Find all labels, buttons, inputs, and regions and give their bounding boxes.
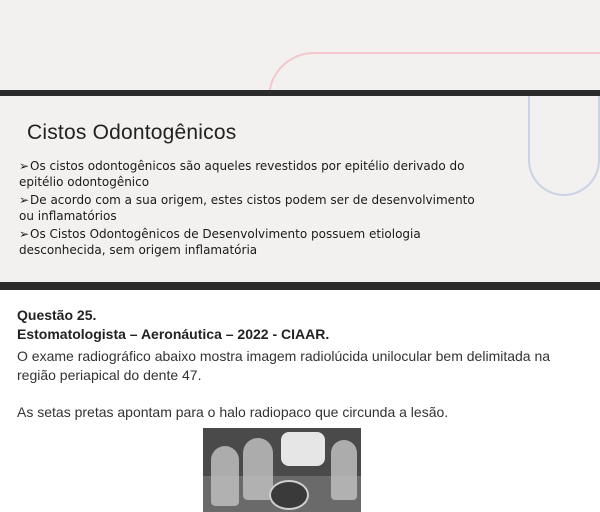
slide-title: Cistos Odontogênicos	[27, 121, 237, 144]
bullet-text: Os Cistos Odontogênicos de Desenvolvimento possuem etiologia desconhecida, sem origem inflamatória	[19, 227, 421, 257]
question-arrows-note: As setas pretas apontam para o halo radiopaco que circunda a lesão.	[17, 404, 449, 420]
decorative-curve	[268, 52, 600, 90]
xray-tooth-root	[211, 446, 239, 506]
xray-tooth-crown	[281, 432, 325, 466]
question-text: O exame radiográfico abaixo mostra imagem radiolúcida unilocular bem delimitada na região periapical do dente 47.	[17, 348, 551, 383]
bullet-text: Os cistos odontogênicos são aqueles revestidos por epitélio derivado do epitélio odontogênico	[19, 159, 465, 189]
xray-tooth-root	[331, 440, 357, 500]
bullet-text: De acordo com a sua origem, estes cistos podem ser de desenvolvimento ou inflamatórios	[19, 193, 475, 223]
bullet-list	[19, 158, 489, 260]
question-slide	[0, 290, 600, 512]
bullet-item	[19, 192, 489, 224]
question-number: Questão 25.	[17, 307, 97, 323]
arrow-bullet-icon: ➢	[19, 159, 30, 173]
bullet-item	[19, 158, 489, 190]
question-source: Estomatologista – Aeronáutica – 2022 - CIAAR.	[17, 326, 330, 342]
slide-cistos	[0, 96, 600, 282]
arrow-bullet-icon: ➢	[19, 193, 30, 207]
xray-lesion	[269, 480, 309, 510]
bullet-item	[19, 226, 489, 258]
decorative-u-shape	[528, 96, 600, 196]
arrow-bullet-icon: ➢	[19, 227, 30, 241]
radiograph-image	[203, 428, 361, 512]
previous-slide	[0, 0, 600, 90]
